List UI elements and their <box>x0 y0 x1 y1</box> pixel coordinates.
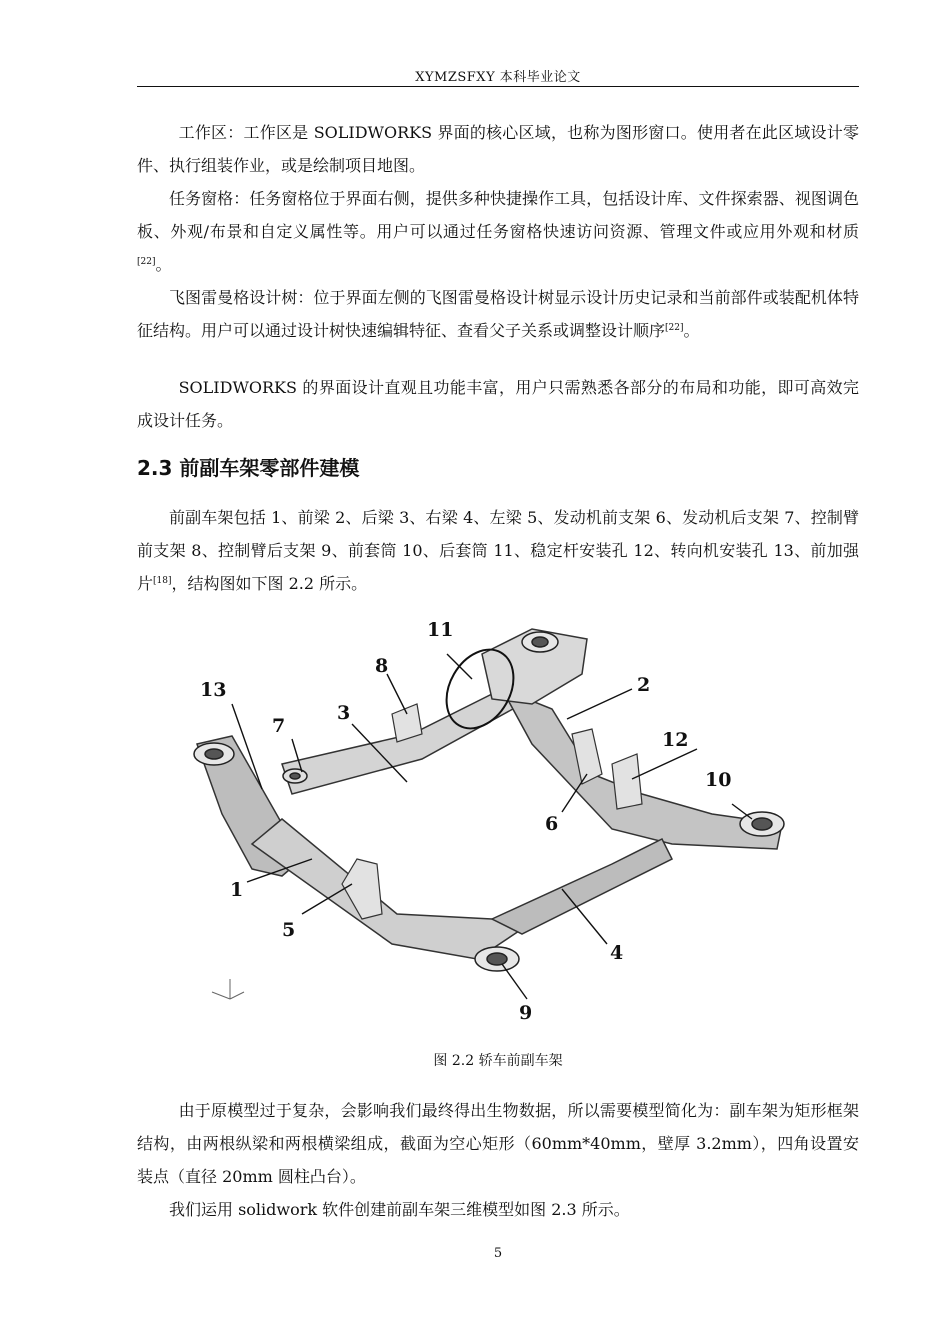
paragraph-text: 前副车架包括 1、前梁 2、后梁 3、右梁 4、左梁 5、发动机前支架 6、发动机后支架 7、控制臂前支架 8、控制臂后支架 9、前套筒 10、后套筒 11、稳定杆安装孔 12、转向机安装孔 13、前加强片 <box>137 508 859 593</box>
subframe-drawing <box>192 614 794 1034</box>
paragraph-summary: SOLIDWORKS 的界面设计直观且功能丰富，用户只需熟悉各部分的布局和功能，即可高效完成设计任务。 <box>137 378 859 430</box>
paragraph-model-creation: 我们运用 solidwork 软件创建前副车架三维模型如图 2.3 所示。 <box>169 1200 630 1219</box>
paragraph-design-tree <box>137 281 859 347</box>
figure-label-4: 4 <box>610 942 624 964</box>
page-number: 5 <box>493 1246 503 1261</box>
citation-ref: [22] <box>665 323 684 333</box>
figure-label-11: 11 <box>427 619 454 641</box>
paragraph-end: ，结构图如下图 2.2 所示。 <box>171 574 368 593</box>
section-heading: 2.3 前副车架零部件建模 <box>137 456 360 480</box>
figure-caption: 图 2.2 轿车前副车架 <box>433 1053 563 1069</box>
paragraph-end: 。 <box>155 255 172 274</box>
paragraph-subframe-parts <box>137 501 859 600</box>
figure-label-8: 8 <box>375 655 389 677</box>
figure-label-2: 2 <box>637 674 651 696</box>
figure-label-12: 12 <box>662 729 689 751</box>
paragraph-task-pane <box>137 182 859 281</box>
paragraph-workspace: 工作区：工作区是 SOLIDWORKS 界面的核心区域，也称为图形窗口。使用者在此区域设计零件、执行组装作业，或是绘制项目地图。 <box>137 123 859 175</box>
figure-label-5: 5 <box>282 919 296 941</box>
figure-label-13: 13 <box>200 679 227 701</box>
citation-ref: [22] <box>137 257 156 267</box>
paragraph-simplification: 由于原模型过于复杂，会影响我们最终得出生物数据，所以需要模型简化为：副车架为矩形框架结构，由两根纵梁和两根横梁组成，截面为空心矩形（60mm*40mm，壁厚 3.2mm），四角设置安装点（直径 20mm 圆柱凸台）。 <box>137 1101 859 1186</box>
page-header: XYMZSFXY 本科毕业论文 <box>415 70 581 85</box>
citation-ref: [18] <box>153 576 172 586</box>
figure-label-1: 1 <box>230 879 244 901</box>
paragraph-text: 飞图雷曼格设计树：位于界面左侧的飞图雷曼格设计树显示设计历史记录和当前部件或装配机体特征结构。用户可以通过设计树快速编辑特征、查看父子关系或调整设计顺序 <box>137 288 859 340</box>
paragraph-end: 。 <box>683 321 700 340</box>
figure-label-3: 3 <box>337 702 351 724</box>
figure-label-10: 10 <box>705 769 732 791</box>
header-rule <box>137 86 859 87</box>
figure-label-7: 7 <box>272 715 286 737</box>
paragraph-text: 任务窗格：任务窗格位于界面右侧，提供多种快捷操作工具，包括设计库、文件探索器、视图调色板、外观/布景和自定义属性等。用户可以通过任务窗格快速访问资源、管理文件或应用外观和材质 <box>137 189 859 241</box>
figure-label-9: 9 <box>519 1002 533 1024</box>
figure-label-6: 6 <box>545 813 559 835</box>
subframe-figure <box>192 614 794 1034</box>
